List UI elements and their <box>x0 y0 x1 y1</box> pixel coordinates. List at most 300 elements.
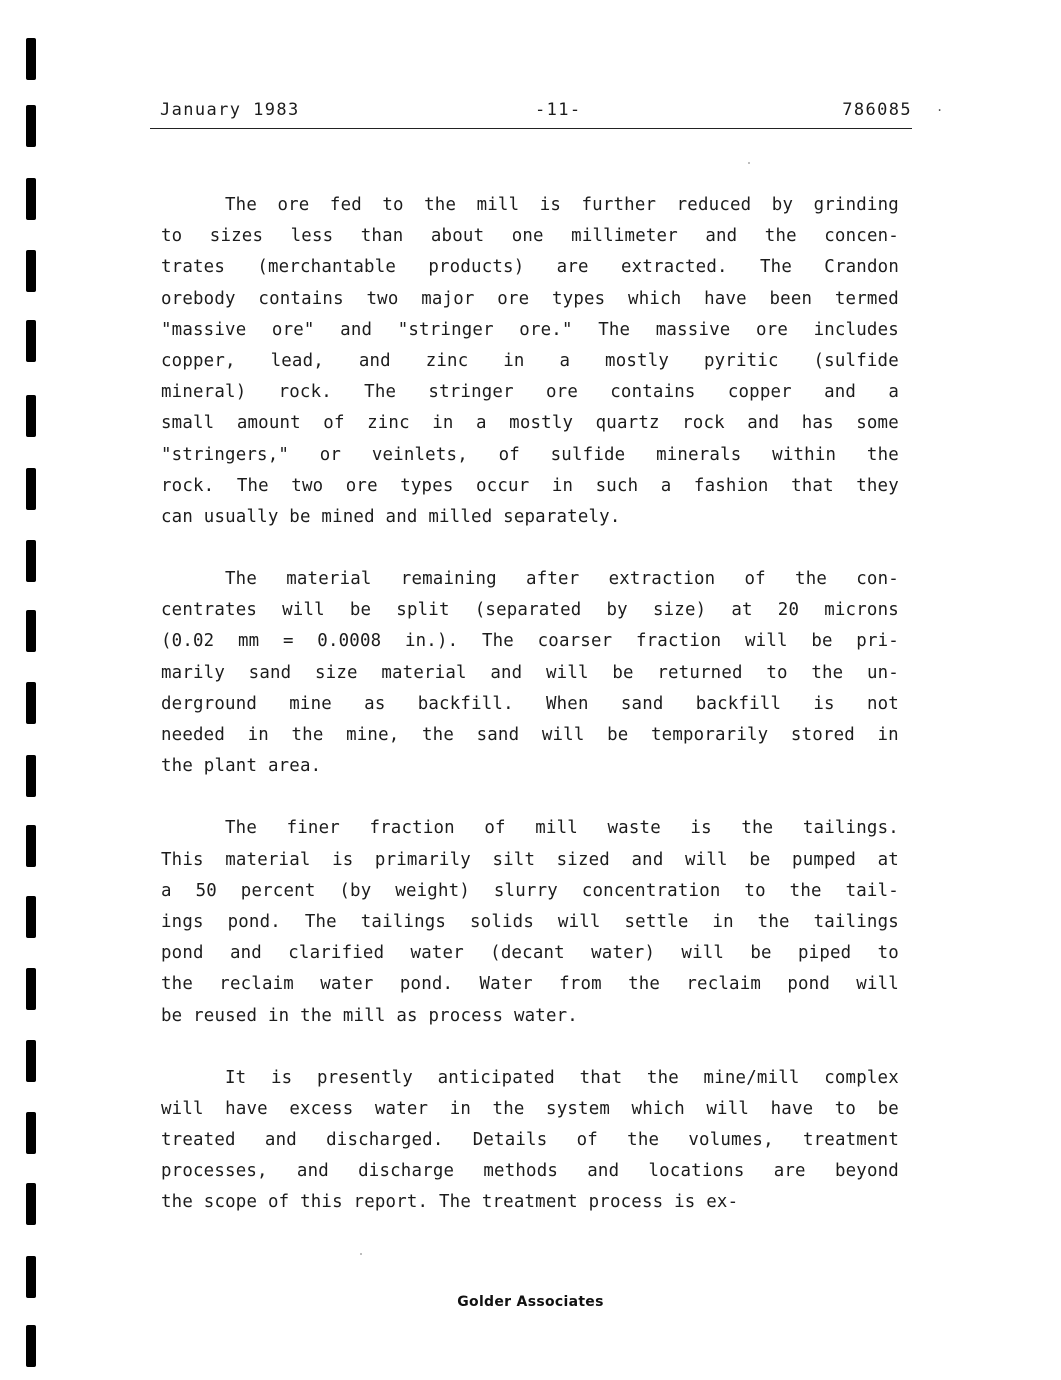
word: tailings. <box>802 818 899 839</box>
word: the <box>161 974 194 995</box>
binding-mark <box>26 682 36 724</box>
word: the <box>627 1130 660 1151</box>
binding-mark <box>26 250 36 292</box>
word: the <box>291 725 324 745</box>
word: occur <box>476 475 530 496</box>
word: is <box>690 818 712 839</box>
word: returned <box>657 662 743 683</box>
word: and <box>340 319 373 340</box>
word: ore <box>546 382 579 403</box>
binding-mark <box>26 105 36 147</box>
scan-speck <box>360 1253 362 1255</box>
word: treated <box>161 1130 236 1151</box>
word: size) <box>652 600 707 621</box>
word: derground <box>161 693 258 714</box>
word: Water <box>479 974 533 995</box>
word: (sulfide <box>813 350 899 371</box>
word: copper <box>727 382 792 403</box>
word: "stringers," <box>161 444 290 465</box>
word: water <box>320 974 374 995</box>
word: usually <box>203 506 279 527</box>
text-line <box>161 315 899 346</box>
word: scope <box>203 1192 258 1213</box>
word: rock. <box>278 382 332 403</box>
word: contains <box>610 382 696 403</box>
word: size <box>315 662 358 683</box>
word: material <box>225 849 311 870</box>
word: to <box>834 1098 857 1119</box>
word: (by <box>339 880 372 901</box>
word: The <box>439 1192 472 1213</box>
word: have <box>225 1098 268 1119</box>
word: in <box>432 413 454 434</box>
word: con- <box>856 569 899 590</box>
word: two <box>366 288 399 309</box>
word: be <box>349 600 372 621</box>
paragraph <box>161 190 899 533</box>
word: silt <box>492 849 536 870</box>
word: fed <box>329 195 362 215</box>
word: mined <box>321 506 375 527</box>
word: beyond <box>834 1161 899 1182</box>
word: sand <box>620 693 664 714</box>
word: lead, <box>270 350 324 371</box>
text-line <box>161 408 899 439</box>
word: will <box>557 911 601 932</box>
word: the <box>161 756 194 777</box>
word: mine, <box>346 725 400 745</box>
word: The <box>225 195 258 215</box>
word: slurry <box>493 880 558 901</box>
text-line <box>161 1094 899 1125</box>
word: about <box>430 226 485 247</box>
text-line <box>161 689 899 720</box>
word: remaining <box>400 569 497 590</box>
word: The <box>598 319 631 340</box>
word: Crandon <box>824 257 899 278</box>
word: such <box>595 475 639 496</box>
word: backfill <box>695 693 782 714</box>
word: When <box>545 693 589 714</box>
word: pond. <box>227 911 281 932</box>
word: mine/mill <box>703 1067 800 1088</box>
text-line <box>161 907 899 938</box>
header-date: January 1983 <box>160 100 300 120</box>
word: of <box>267 1192 290 1213</box>
word: extraction <box>608 569 716 590</box>
page-header <box>150 98 945 129</box>
header-document-number: 786085 <box>842 100 912 120</box>
word: of <box>744 569 766 590</box>
word: fraction <box>369 818 455 839</box>
word: is <box>674 1192 696 1213</box>
text-line <box>161 845 899 876</box>
word: and <box>824 382 857 403</box>
word: and <box>358 350 391 371</box>
word: within <box>772 444 837 465</box>
word: sand <box>248 662 292 683</box>
word: that <box>791 475 834 496</box>
word: material <box>286 569 372 590</box>
binding-mark <box>26 320 36 362</box>
word: mostly <box>509 413 574 434</box>
word: been <box>769 288 813 309</box>
word: process <box>428 1005 504 1026</box>
text-line <box>161 377 899 408</box>
word: mill <box>476 195 520 215</box>
text-line <box>161 190 899 221</box>
paragraph <box>161 813 899 1031</box>
word: will <box>685 849 728 870</box>
word: will <box>856 974 899 995</box>
binding-mark <box>26 38 36 80</box>
word: treatment <box>481 1192 578 1213</box>
word: (decant <box>490 943 565 964</box>
word: copper, <box>161 350 236 371</box>
text-line <box>161 1063 899 1094</box>
word: a <box>888 382 899 403</box>
word: the <box>741 818 774 839</box>
word: ore <box>756 319 789 340</box>
word: can <box>161 506 194 527</box>
word: will <box>546 662 589 683</box>
word: as <box>364 693 386 714</box>
paragraph <box>161 564 899 782</box>
word: The <box>225 818 258 839</box>
word: the <box>789 880 822 901</box>
word: in <box>712 911 734 932</box>
word: marily <box>161 662 226 683</box>
text-line <box>161 751 899 782</box>
word: water <box>374 1098 429 1119</box>
word: "stringer <box>397 319 494 340</box>
text-line <box>161 471 899 502</box>
word: be <box>161 1005 183 1026</box>
word: the <box>492 1098 525 1119</box>
binding-mark <box>26 395 36 437</box>
word: which <box>631 1098 685 1119</box>
word: to <box>766 662 788 683</box>
word: ore <box>345 475 378 496</box>
word: weight) <box>395 880 470 901</box>
word: reclaim <box>686 974 762 995</box>
word: ore <box>277 195 310 215</box>
word: be <box>811 631 833 652</box>
word: presently <box>316 1067 413 1088</box>
word: methods <box>483 1161 559 1182</box>
word: pumped <box>792 849 857 870</box>
word: the <box>795 569 828 590</box>
word: will <box>161 1098 204 1119</box>
word: tailings <box>813 911 899 932</box>
word: veinlets, <box>371 444 468 465</box>
text-line <box>161 252 899 283</box>
word: processes, <box>161 1161 268 1182</box>
scan-speck <box>748 162 750 164</box>
word: the <box>764 226 797 247</box>
word: milled <box>428 506 493 527</box>
word: solids <box>470 911 535 932</box>
word: report. <box>353 1192 429 1213</box>
word: sand <box>476 725 520 745</box>
word: be <box>612 662 634 683</box>
word: zinc <box>367 413 410 434</box>
word: which <box>628 288 682 309</box>
word: to <box>877 943 899 964</box>
word: orebody <box>161 288 236 309</box>
word: termed <box>834 288 899 309</box>
word: will <box>744 631 788 652</box>
word: as <box>396 1005 418 1026</box>
word: are <box>773 1161 806 1182</box>
word: further <box>581 195 657 215</box>
word: and <box>490 662 523 683</box>
word: they <box>856 475 899 496</box>
word: system <box>546 1098 611 1119</box>
word: (separated <box>474 600 582 621</box>
word: The <box>304 911 337 932</box>
word: pond <box>161 943 204 964</box>
word: anticipated <box>437 1067 555 1088</box>
word: products) <box>428 257 525 278</box>
binding-mark <box>26 968 36 1010</box>
word: pyritic <box>703 350 779 371</box>
word: volumes, <box>688 1130 774 1151</box>
word: contains <box>258 288 344 309</box>
text-line <box>161 1001 899 1032</box>
word: sized <box>556 849 610 870</box>
word: ings <box>161 911 204 932</box>
word: the <box>300 1005 333 1026</box>
word: "massive <box>161 319 247 340</box>
text-line <box>161 720 899 751</box>
word: mill <box>535 818 578 839</box>
word: from <box>559 974 602 995</box>
word: at <box>877 849 899 870</box>
word: amount <box>236 413 301 434</box>
binding-mark <box>26 1040 36 1082</box>
word: settle <box>624 911 689 932</box>
word: in <box>267 1005 290 1026</box>
text-line <box>161 440 899 471</box>
word: the <box>757 911 790 932</box>
word: (0.02 <box>161 631 215 652</box>
word: temporarily <box>650 725 769 745</box>
binding-mark <box>26 1183 36 1225</box>
header-page-number: -11- <box>535 100 582 120</box>
word: The <box>225 569 258 590</box>
word: of <box>498 444 520 465</box>
body-text <box>161 190 899 1250</box>
word: fraction <box>635 631 722 652</box>
word: ore." <box>519 319 573 340</box>
word: ore <box>497 288 530 309</box>
word: separately. <box>503 506 621 527</box>
word: includes <box>813 319 899 340</box>
text-line <box>161 876 899 907</box>
text-line <box>161 221 899 252</box>
word: of <box>576 1130 598 1151</box>
paragraph <box>161 1063 899 1219</box>
word: concentration <box>581 880 721 901</box>
binding-mark <box>26 896 36 938</box>
text-line <box>161 502 899 533</box>
word: 20 <box>777 600 800 621</box>
word: types <box>551 288 606 309</box>
word: treatment <box>802 1130 899 1151</box>
word: area. <box>267 756 322 777</box>
word: in <box>503 350 525 371</box>
word: complex <box>824 1067 899 1088</box>
text-line <box>161 626 899 657</box>
word: are <box>556 257 589 278</box>
word: pond <box>787 974 831 995</box>
word: backfill. <box>417 693 514 714</box>
word: a <box>161 880 172 901</box>
word: The <box>759 257 792 278</box>
word: rock. <box>161 475 215 496</box>
word: 0.0008 <box>317 631 382 652</box>
text-line <box>161 1156 899 1187</box>
word: reclaim <box>219 974 294 995</box>
word: water. <box>513 1005 578 1026</box>
word: zinc <box>425 350 469 371</box>
binding-mark <box>26 825 36 867</box>
word: discharge <box>358 1161 455 1182</box>
word: tail- <box>845 880 899 901</box>
word: be <box>749 849 771 870</box>
word: mill <box>342 1005 386 1026</box>
footer-company: Golder Associates <box>457 1294 604 1310</box>
word: will <box>282 600 325 621</box>
binding-mark <box>26 540 36 582</box>
word: piped <box>797 943 852 964</box>
word: this <box>300 1192 343 1213</box>
word: discharged. <box>326 1130 444 1151</box>
word: to <box>744 880 766 901</box>
word: small <box>161 413 215 434</box>
word: one <box>511 226 544 247</box>
word: the <box>866 444 899 465</box>
word: 50 <box>195 880 217 901</box>
word: process <box>588 1192 664 1213</box>
word: have <box>770 1098 814 1119</box>
word: and <box>264 1130 297 1151</box>
word: have <box>704 288 747 309</box>
word: in <box>449 1098 472 1119</box>
binding-mark <box>26 1325 36 1367</box>
word: of <box>484 818 506 839</box>
text-line <box>161 969 899 1000</box>
word: mineral) <box>161 382 247 403</box>
word: is <box>813 693 835 714</box>
word: and <box>631 849 664 870</box>
word: sulfide <box>550 444 626 465</box>
word: millimeter <box>571 226 678 247</box>
header-dot: . <box>936 100 945 114</box>
word: The <box>481 631 514 652</box>
word: (merchantable <box>257 257 397 278</box>
binding-mark <box>26 610 36 652</box>
word: be <box>877 1098 899 1119</box>
word: plant <box>203 756 258 777</box>
word: quartz <box>595 413 660 434</box>
word: some <box>856 413 899 434</box>
word: percent <box>240 880 316 901</box>
word: a <box>559 350 571 371</box>
word: concen- <box>824 226 899 247</box>
word: two <box>291 475 324 496</box>
word: rock <box>682 413 725 434</box>
word: = <box>282 631 294 652</box>
word: locations <box>648 1161 745 1182</box>
word: the <box>646 1067 679 1088</box>
word: excess <box>289 1098 354 1119</box>
word: will <box>706 1098 750 1119</box>
word: material <box>381 662 467 683</box>
word: centrates <box>161 600 258 621</box>
word: is <box>332 849 354 870</box>
word: by <box>606 600 628 621</box>
word: in.). <box>404 631 459 652</box>
word: water) <box>591 943 656 964</box>
binding-marks <box>26 0 38 1380</box>
word: after <box>526 569 580 590</box>
word: waste <box>607 818 661 839</box>
word: to <box>161 226 183 247</box>
word: pri- <box>856 631 899 652</box>
word: microns <box>824 600 899 621</box>
binding-mark <box>26 178 36 220</box>
word: of <box>323 413 345 434</box>
word: is <box>270 1067 293 1088</box>
word: in <box>247 725 269 745</box>
word: sizes <box>209 226 264 247</box>
word: The <box>364 382 397 403</box>
word: has <box>801 413 834 434</box>
binding-mark <box>26 468 36 510</box>
word: reused <box>193 1005 258 1026</box>
word: a <box>476 413 487 434</box>
word: the <box>628 974 661 995</box>
text-line <box>161 938 899 969</box>
word: and <box>747 413 780 434</box>
word: less <box>290 226 334 247</box>
word: in <box>551 475 574 496</box>
word: stringer <box>428 382 514 403</box>
word: water <box>410 943 464 964</box>
word: massive <box>655 319 731 340</box>
word: pond. <box>399 974 454 995</box>
word: and <box>705 226 738 247</box>
word: major <box>421 288 475 309</box>
word: at <box>731 600 753 621</box>
word: Details <box>472 1130 548 1151</box>
text-line <box>161 284 899 315</box>
word: The <box>236 475 269 496</box>
word: This <box>161 849 204 870</box>
word: in <box>877 725 899 745</box>
word: mine <box>289 693 332 714</box>
word: the <box>161 1192 194 1213</box>
word: tailings <box>360 911 447 932</box>
word: mm <box>238 631 260 652</box>
word: or <box>319 444 342 465</box>
word: and <box>296 1161 329 1182</box>
word: finer <box>286 818 340 839</box>
word: ex- <box>706 1192 739 1213</box>
word: stored <box>790 725 855 745</box>
